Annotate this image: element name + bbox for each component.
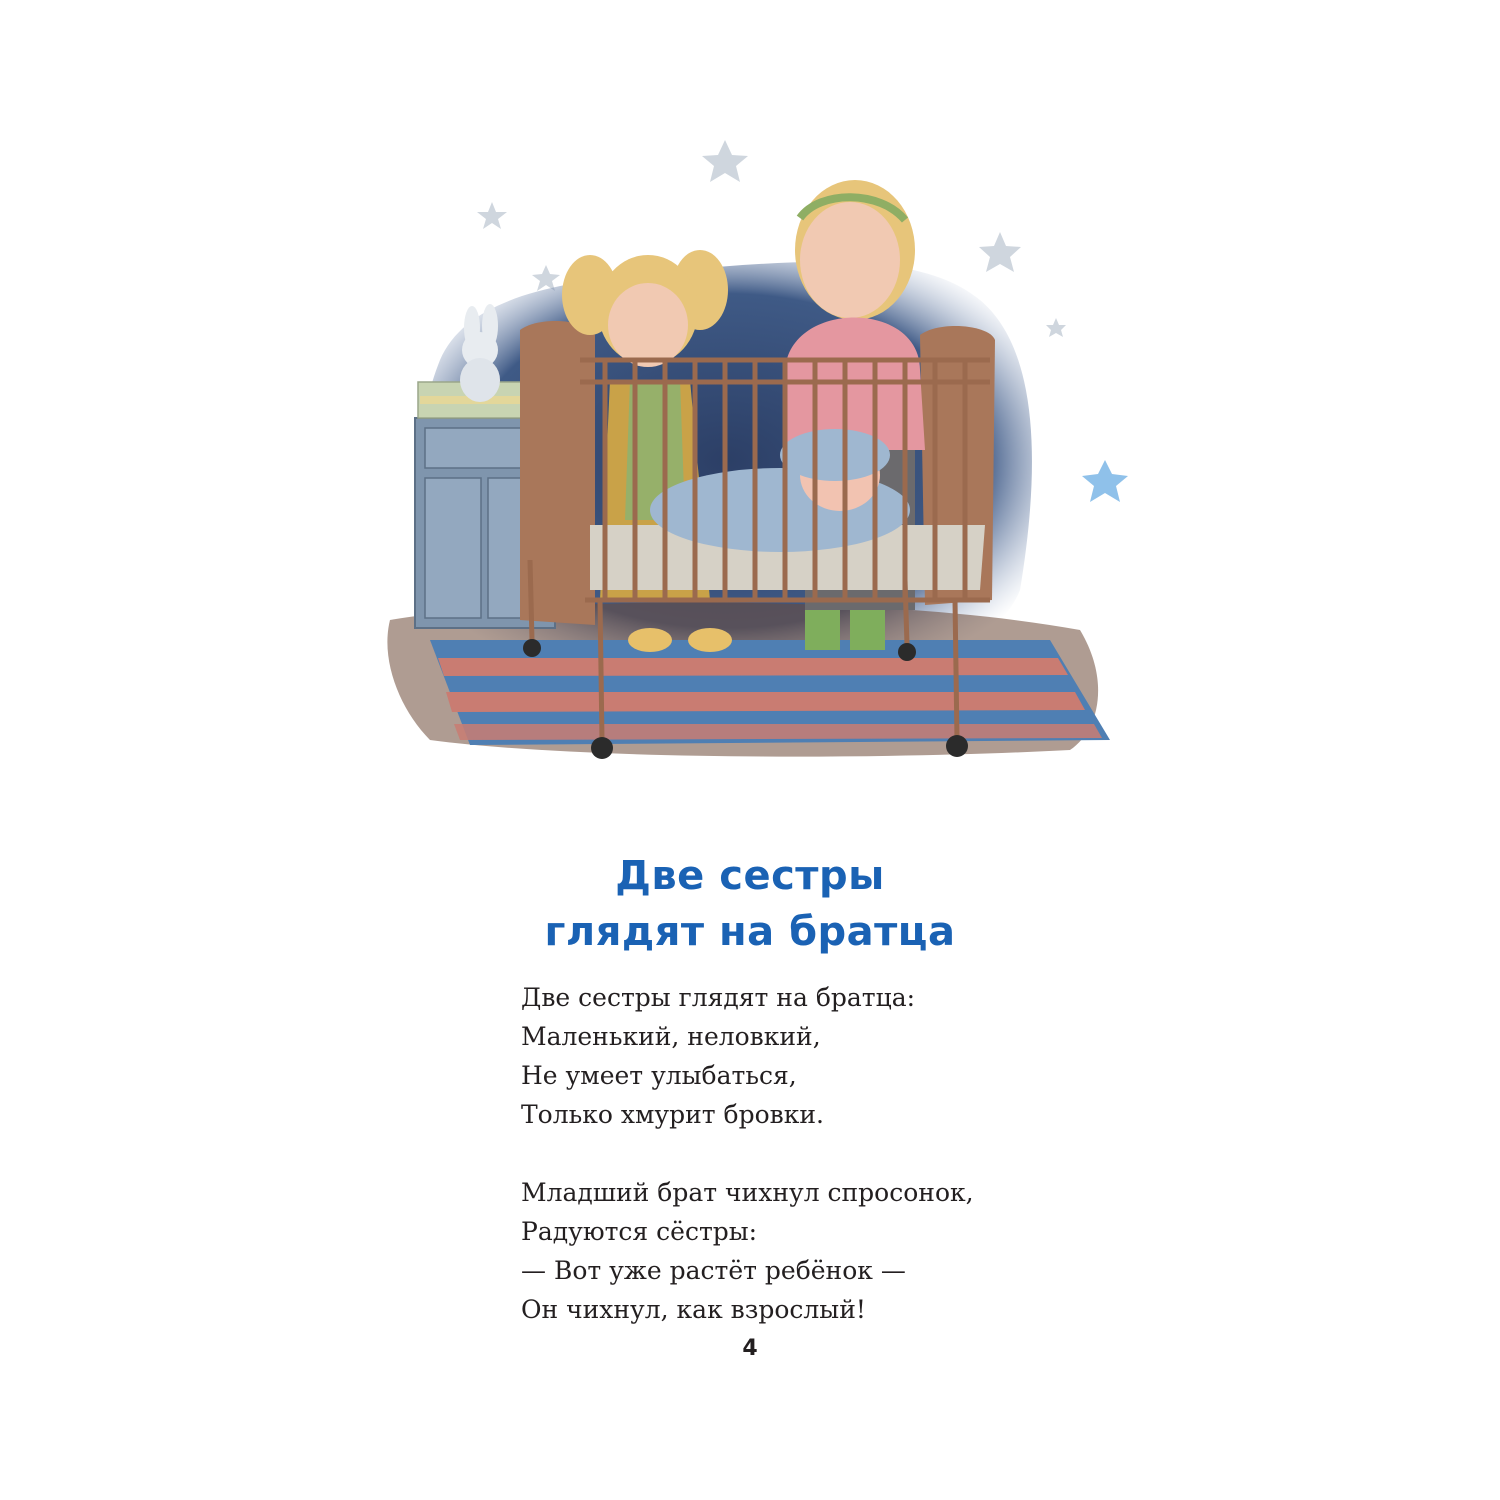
star-icon <box>702 140 748 182</box>
illustration <box>380 120 1150 780</box>
poem-line: Он чихнул, как взрослый! <box>521 1295 866 1324</box>
star-icon <box>477 202 507 229</box>
page-title <box>0 848 1500 960</box>
poem-line: Две сестры глядят на братца: <box>521 983 916 1012</box>
poem <box>521 978 1221 1368</box>
poem-line: — Вот уже растёт ребёнок — <box>521 1256 906 1285</box>
poem-line: Маленький, неловкий, <box>521 1022 821 1051</box>
star-icon <box>1082 460 1128 502</box>
title-line-1: Две сестры <box>615 853 885 899</box>
star-icon <box>1046 318 1066 337</box>
poem-line: Не умеет улыбаться, <box>521 1061 797 1090</box>
stanza-2 <box>521 1173 1221 1329</box>
star-icon <box>979 232 1021 272</box>
poem-line: Радуются сёстры: <box>521 1217 758 1246</box>
page-number: 4 <box>742 1336 758 1361</box>
title-line-2: глядят на братца <box>544 909 956 955</box>
poem-line: Только хмурит бровки. <box>521 1100 824 1129</box>
poem-line: Младший брат чихнул спросонок, <box>521 1178 974 1207</box>
stanza-1 <box>521 978 1221 1134</box>
